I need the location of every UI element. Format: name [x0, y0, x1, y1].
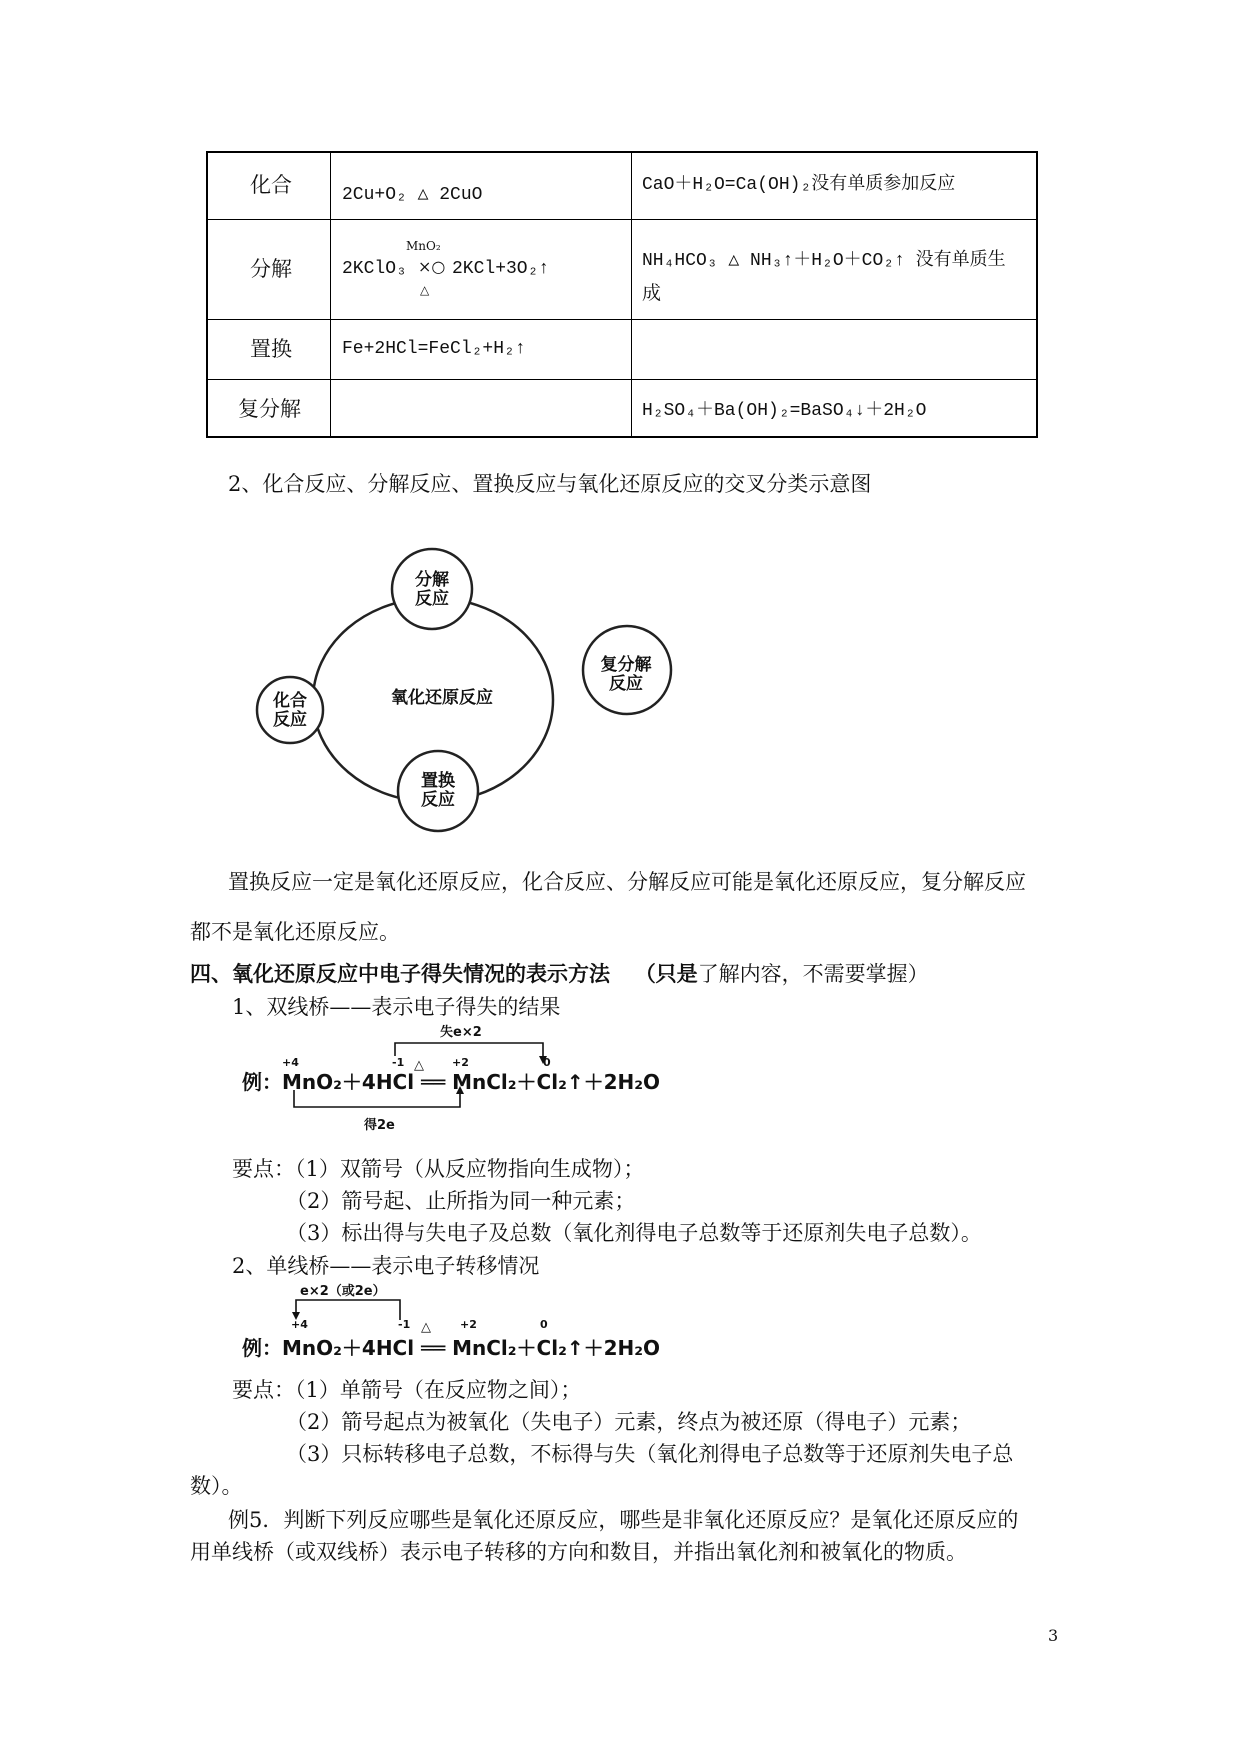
ox-state-cl-product: 0 [543, 1056, 551, 1069]
transfer-bracket [296, 1300, 400, 1320]
heat-symbol: △ [414, 1058, 424, 1073]
combination-nonredox-example: CaO＋H₂O=Ca(OH)₂没有单质参加反应 [642, 175, 956, 195]
section4-note-bold: （只是 [634, 962, 698, 986]
ox-state-cl-product: 0 [540, 1318, 548, 1331]
ox-state-mn-product: +2 [460, 1318, 477, 1331]
single-bridge-point2: （2）箭号起点为被氧化（失电子）元素，终点为被还原（得电子）元素； [286, 1410, 972, 1434]
replacement-label-line2: 反应 [421, 790, 455, 810]
row-type-double-decomposition: 复分解 [238, 397, 301, 421]
single-bridge-point3: （3）只标转移电子总数，不标得与失（氧化剂得电子总数等于还原剂失电子总 [286, 1442, 1014, 1466]
page-number: 3 [1048, 1626, 1059, 1645]
single-bridge-equation [242, 1332, 660, 1361]
double-decomposition-label-line1: 复分解 [600, 655, 652, 675]
row-type-decomposition: 分解 [250, 257, 292, 281]
double-bridge-point1: 要点：（1）双箭号（从反应物指向生成物）； [232, 1157, 645, 1181]
section4-note: 了解内容，不需要掌握） [697, 962, 929, 986]
section4-heading [190, 960, 929, 988]
decomposition-redox-left: 2KClO₃ [342, 259, 407, 279]
ox-state-cl-reactant: -1 [398, 1318, 411, 1331]
single-bridge-title: 2、单线桥——表示电子转移情况 [232, 1254, 540, 1278]
example-prefix: 例： [242, 1070, 282, 1094]
condition-symbol: ×○ [418, 257, 446, 276]
ox-state-mn-product: +2 [452, 1056, 469, 1069]
example-prefix: 例： [242, 1336, 282, 1360]
double-decomposition-nonredox-example: H₂SO₄＋Ba(OH)₂=BaSO₄↓＋2H₂O [642, 401, 927, 421]
decomposition-label-line2: 反应 [415, 589, 449, 609]
section2-title: 2、化合反应、分解反应、置换反应与氧化还原反应的交叉分类示意图 [228, 472, 872, 496]
catalyst-label: MnO₂ [406, 239, 441, 253]
conclusion-line2: 都不是氧化还原反应。 [190, 920, 400, 944]
ox-state-mn-reactant: +4 [291, 1318, 308, 1331]
reaction-classification-table [206, 151, 1038, 438]
heat-symbol: △ [420, 283, 430, 297]
decomposition-redox-right: 2KCl+3O₂↑ [452, 259, 550, 279]
gain-electron-label: 得2e [364, 1118, 395, 1133]
conclusion-line1: 置换反应一定是氧化还原反应，化合反应、分解反应可能是氧化还原反应，复分解反应 [228, 870, 1026, 894]
decomposition-nonredox-line1: NH₄HCO₃ △ NH₃↑＋H₂O＋CO₂↑ 没有单质生 [642, 251, 1006, 271]
double-bridge-title: 1、双线桥——表示电子得失的结果 [232, 995, 561, 1019]
table-col-divider [330, 153, 331, 436]
row-type-combination: 化合 [250, 173, 292, 197]
replacement-label-line1: 置换 [421, 771, 455, 791]
row-type-replacement: 置换 [250, 337, 292, 361]
ox-state-cl-reactant: -1 [392, 1056, 405, 1069]
table-col-divider [631, 153, 632, 436]
equation: MnO₂＋4HCl ══ MnCl₂＋Cl₂↑＋2H₂O [282, 1070, 660, 1094]
ox-state-mn-reactant: +4 [282, 1056, 299, 1069]
combination-redox-example: 2Cu+O₂ △ 2CuO [342, 185, 483, 205]
combination-label-line1: 化合 [273, 691, 307, 711]
section4-title: 四、氧化还原反应中电子得失情况的表示方法 [190, 962, 610, 986]
double-bridge-point3: （3）标出得与失电子及总数（氧化剂得电子总数等于还原剂失电子总数）。 [286, 1221, 982, 1245]
lose-electron-label: 失e×2 [440, 1025, 482, 1040]
redox-label: 氧化还原反应 [391, 688, 493, 708]
double-bridge-equation [242, 1066, 660, 1095]
replacement-redox-example: Fe+2HCl=FeCl₂+H₂↑ [342, 339, 526, 359]
single-bridge-point1: 要点：（1）单箭号（在反应物之间）； [232, 1378, 582, 1402]
decomposition-nonredox-line2: 成 [642, 282, 662, 304]
combination-label-line2: 反应 [273, 710, 307, 730]
transfer-electron-label: e×2（或2e） [300, 1284, 386, 1299]
example5-line1: 例5．判断下列反应哪些是氧化还原反应，哪些是非氧化还原反应？是氧化还原反应的 [228, 1508, 1019, 1532]
heat-symbol: △ [421, 1320, 431, 1335]
table-row-divider [208, 379, 1036, 380]
table-row-divider [208, 319, 1036, 320]
single-bridge-point3-cont: 数）。 [190, 1474, 243, 1498]
table-row-divider [208, 219, 1036, 220]
equation: MnO₂＋4HCl ══ MnCl₂＋Cl₂↑＋2H₂O [282, 1336, 660, 1360]
decomposition-label-line1: 分解 [415, 570, 449, 590]
example5-line2: 用单线桥（或双线桥）表示电子转移的方向和数目，并指出氧化剂和被氧化的物质。 [190, 1540, 967, 1564]
double-decomposition-label-line2: 反应 [609, 674, 643, 694]
double-bridge-point2: （2）箭号起、止所指为同一种元素； [286, 1189, 636, 1213]
lose-bracket [395, 1043, 543, 1058]
